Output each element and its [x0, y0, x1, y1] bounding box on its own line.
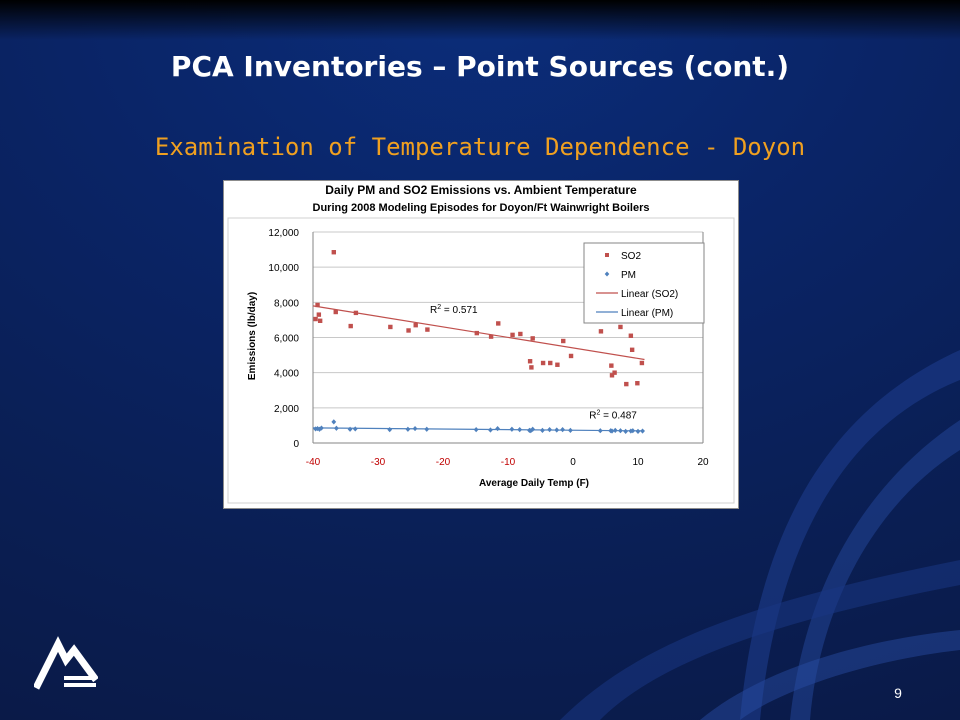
so2-point: [618, 325, 622, 329]
scatter-chart: [224, 181, 738, 508]
so2-point: [555, 363, 559, 367]
y-tick-label: 2,000: [273, 403, 299, 415]
so2-point: [496, 321, 500, 325]
legend-label: PM: [621, 270, 636, 281]
y-tick-label: 6,000: [273, 333, 299, 345]
legend-swatch: [605, 253, 609, 257]
so2-point: [531, 336, 535, 340]
so2-point: [318, 319, 322, 323]
so2-point: [406, 328, 410, 332]
y-tick-label: 10,000: [268, 263, 299, 275]
so2-point: [334, 310, 338, 314]
so2-point: [518, 332, 522, 336]
so2-point: [528, 359, 532, 363]
so2-point: [609, 363, 613, 367]
so2-point: [630, 348, 634, 352]
x-axis-label: Average Daily Temp (F): [478, 478, 590, 489]
so2-point: [629, 334, 633, 338]
y-tick-label: 12,000: [268, 228, 299, 239]
chart-frame: [223, 180, 739, 509]
so2-point: [561, 339, 565, 343]
so2-point: [317, 312, 321, 316]
so2-point: [640, 361, 644, 365]
legend: [584, 243, 704, 323]
company-logo-icon: [34, 632, 98, 692]
x-tick-label: -10: [500, 457, 516, 468]
r-squared-label: $R^2 = 0.571$: [430, 303, 478, 316]
slide-subtitle: Examination of Temperature Dependence - Doyon: [154, 133, 806, 161]
so2-point: [388, 325, 392, 329]
so2-point: [354, 311, 358, 315]
so2-point: [599, 329, 603, 333]
y-axis-label: Emissions (lb/day): [247, 291, 258, 381]
so2-point: [313, 317, 317, 321]
so2-point: [489, 334, 493, 338]
so2-point: [475, 331, 479, 335]
so2-point: [529, 365, 533, 369]
y-tick-label: 8,000: [273, 298, 299, 310]
so2-point: [510, 333, 514, 337]
so2-point: [425, 327, 429, 331]
so2-point: [624, 382, 628, 386]
so2-point: [541, 361, 545, 365]
x-tick-label: 0: [570, 457, 576, 468]
so2-point: [414, 323, 418, 327]
x-tick-label: 20: [697, 457, 709, 468]
legend-label: Linear (SO2): [621, 289, 679, 300]
so2-point: [635, 381, 639, 385]
so2-point: [315, 303, 319, 307]
so2-point: [612, 370, 616, 374]
y-tick-label: 4,000: [273, 368, 299, 380]
so2-point: [548, 361, 552, 365]
legend-label: Linear (PM): [621, 308, 674, 319]
so2-point: [332, 250, 336, 254]
so2-point: [569, 354, 573, 358]
x-tick-label: -20: [435, 457, 451, 468]
chart-subtitle: During 2008 Modeling Episodes for Doyon/Ft Wainwright Boilers: [312, 202, 650, 214]
y-tick-label: 0: [293, 439, 299, 450]
chart-title: Daily PM and SO2 Emissions vs. Ambient Temperature: [325, 183, 637, 197]
r-squared-label: $R^2 = 0.487$: [589, 409, 637, 422]
x-tick-label: -40: [305, 457, 321, 468]
x-tick-label: -30: [370, 457, 386, 468]
so2-point: [349, 324, 353, 328]
legend-label: SO2: [621, 251, 642, 262]
x-tick-label: 10: [632, 457, 644, 468]
slide-title: PCA Inventories – Point Sources (cont.): [170, 50, 790, 83]
page-number: 9: [894, 685, 902, 701]
